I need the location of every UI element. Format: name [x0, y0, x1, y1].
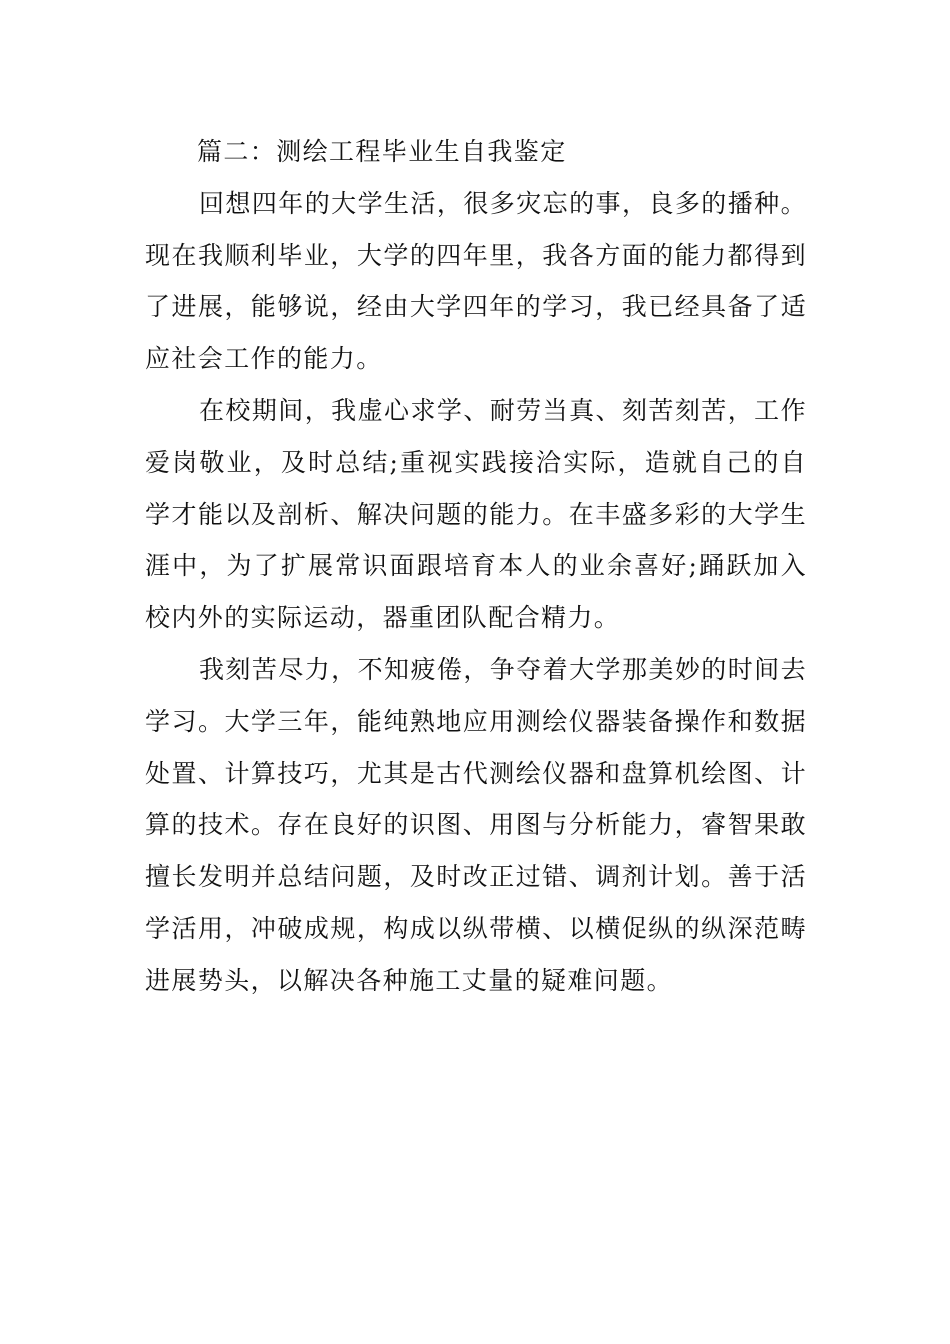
paragraph-2: 在校期间，我虚心求学、耐劳当真、刻苦刻苦，工作爱岗敬业，及时总结;重视实践接洽实际，造就自己的自学才能以及剖析、解决问题的能力。在丰盛多彩的大学生涯中，为了扩展常识面跟培育本人的业余喜好;踊跃加入校内外的实际运动，器重团队配合精力。: [145, 395, 807, 633]
paragraph-3: 我刻苦尽力，不知疲倦，争夺着大学那美妙的时间去学习。大学三年，能纯熟地应用测绘仪器装备操作和数据处置、计算技巧，尤其是古代测绘仪器和盘算机绘图、计算的技术。存在良好的识图、用图与分析能力，睿智果敢擅长发明并总结问题，及时改正过错、调剂计划。善于活学活用，冲破成规，构成以纵带横、以横促纵的纵深范畴进展势头，以解决各种施工丈量的疑难问题。: [145, 654, 807, 995]
document-heading: 篇二：测绘工程毕业生自我鉴定: [197, 137, 567, 166]
document-body: [145, 126, 807, 1007]
paragraph-1: 回想四年的大学生活，很多灾忘的事，良多的播种。现在我顺利毕业，大学的四年里，我各方面的能力都得到了进展，能够说，经由大学四年的学习，我已经具备了适应社会工作的能力。: [145, 188, 807, 374]
